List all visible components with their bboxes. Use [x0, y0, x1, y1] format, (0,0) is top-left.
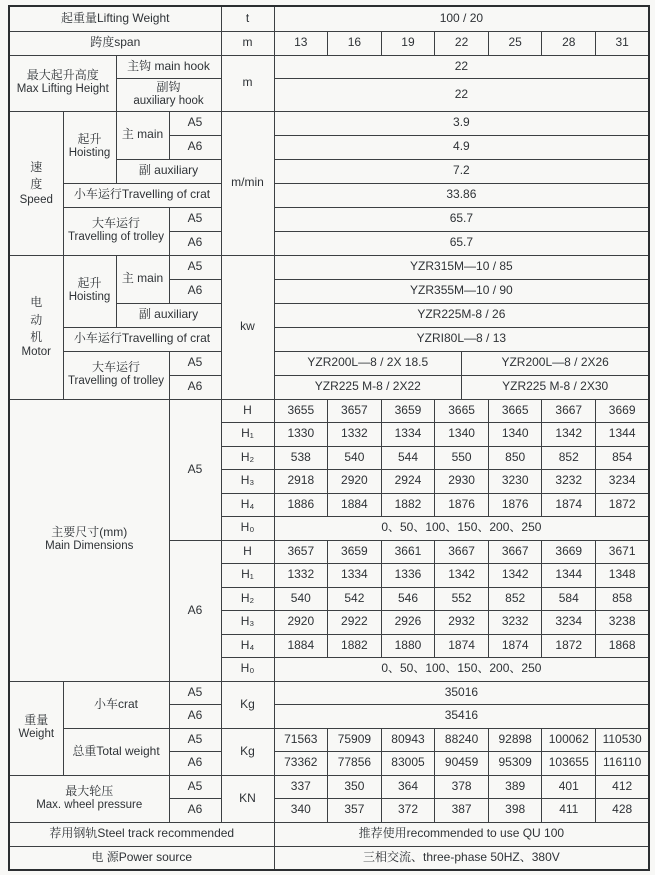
dim-row-label-H4: H₄ [221, 493, 274, 517]
dim-value: 1876 [435, 493, 489, 517]
dim-value: 2926 [381, 611, 435, 635]
weight-crat-a6-value: 35416 [274, 705, 649, 729]
dim-value: 3667 [488, 540, 542, 564]
speed-section-label [9, 111, 63, 255]
class-a5-label: A5 [169, 775, 221, 799]
dim-value: 1880 [381, 634, 435, 658]
dim-row-label-H3: H₃ [221, 470, 274, 494]
weight-crat-label: 小车crat [63, 681, 169, 728]
speed-hoisting-label-en: Hoisting [68, 147, 111, 160]
dim-value: 2930 [435, 470, 489, 494]
class-a5-label: A5 [169, 255, 221, 279]
dim-row-label-H0: H₀ [221, 517, 274, 541]
weight-value: 83005 [381, 752, 435, 776]
speed-label-cn: 速度 [30, 160, 43, 192]
speed-label-en: Speed [19, 193, 53, 206]
dim-value: 3238 [596, 611, 650, 635]
wheel-value: 357 [328, 799, 382, 823]
weight-crat-a5-value: 35016 [274, 681, 649, 705]
span-value: 25 [488, 31, 542, 55]
wheel-value: 340 [274, 799, 328, 823]
dim-value: 852 [542, 446, 596, 470]
motor-main-a5-value: YZR315M—10 / 85 [274, 255, 649, 279]
span-value: 31 [596, 31, 650, 55]
dim-value: 2918 [274, 470, 328, 494]
class-a6-label: A6 [169, 375, 221, 399]
steel-track-label: 荐用钢轨Steel track recommended [9, 822, 274, 846]
dim-value: 1334 [381, 423, 435, 447]
main-hook-label: 主钩 main hook [116, 55, 221, 78]
motor-crat-value: YZRI80L—8 / 13 [274, 327, 649, 351]
speed-trolley-a5-value: 65.7 [274, 207, 649, 231]
wheel-value: 372 [381, 799, 435, 823]
max-lifting-height-label [9, 55, 116, 111]
dim-value: 552 [435, 587, 489, 611]
dims-section-label [9, 399, 169, 681]
dim-value: 1340 [488, 423, 542, 447]
motor-section-label [9, 255, 63, 399]
wheel-value: 401 [542, 775, 596, 799]
weight-total-label: 总重Total weight [63, 728, 169, 775]
motor-trolley-a6-right-value: YZR225 M-8 / 2X30 [462, 375, 650, 399]
weight-value: 90459 [435, 752, 489, 776]
speed-trolley-label [63, 207, 169, 255]
speed-main-a5-value: 3.9 [274, 111, 649, 135]
wheel-value: 411 [542, 799, 596, 823]
dim-value: 1336 [381, 564, 435, 588]
dim-row-label-H3: H₃ [221, 611, 274, 635]
motor-trolley-label [63, 351, 169, 399]
main-hook-value: 22 [274, 55, 649, 78]
power-source-value: 三相交流、three-phase 50HZ、380V [274, 846, 649, 870]
weight-crat-unit: Kg [221, 681, 274, 728]
class-a5-label: A5 [169, 728, 221, 752]
speed-crat-value: 33.86 [274, 183, 649, 207]
dim-row-label-H1: H₁ [221, 423, 274, 447]
crane-specification-table [8, 5, 650, 871]
speed-main-label: 主 main [116, 111, 169, 159]
height-unit: m [221, 55, 274, 111]
dim-row-label-H: H [221, 540, 274, 564]
dim-value: 1334 [328, 564, 382, 588]
dim-value: 3669 [596, 399, 650, 423]
wheel-value: 350 [328, 775, 382, 799]
weight-value: 95309 [488, 752, 542, 776]
motor-aux-label: 副 auxiliary [116, 303, 221, 327]
class-a5-label: A5 [169, 207, 221, 231]
dim-value: 1344 [542, 564, 596, 588]
class-a5-label: A5 [169, 399, 221, 540]
speed-trolley-label-cn: 大车运行 [91, 216, 140, 231]
dim-row-label-H2: H₂ [221, 587, 274, 611]
class-a5-label: A5 [169, 681, 221, 705]
class-a6-label: A6 [169, 540, 221, 681]
motor-trolley-a6-left-value: YZR225 M-8 / 2X22 [274, 375, 462, 399]
dim-value: 1874 [435, 634, 489, 658]
weight-section-label [9, 681, 63, 775]
dim-value: 538 [274, 446, 328, 470]
dim-value: 3659 [328, 540, 382, 564]
dim-value: 584 [542, 587, 596, 611]
dim-value: 854 [596, 446, 650, 470]
weight-value: 77856 [328, 752, 382, 776]
power-source-label: 电 源Power source [9, 846, 274, 870]
weight-value: 75909 [328, 728, 382, 752]
dim-value: 3667 [435, 540, 489, 564]
class-a6-label: A6 [169, 799, 221, 823]
weight-value: 100062 [542, 728, 596, 752]
dim-value: 1882 [381, 493, 435, 517]
wheel-value: 412 [596, 775, 650, 799]
dim-value: 1342 [435, 564, 489, 588]
dim-row-label-H: H [221, 399, 274, 423]
class-a5-label: A5 [169, 351, 221, 375]
motor-trolley-a5-right-value: YZR200L—8 / 2X26 [462, 351, 650, 375]
weight-value: 88240 [435, 728, 489, 752]
motor-hoisting-label-en: Hoisting [68, 291, 111, 304]
motor-label-en: Motor [21, 346, 51, 359]
lifting-weight-value: 100 / 20 [274, 6, 649, 31]
dim-value: 1332 [274, 564, 328, 588]
wheel-pressure-unit: KN [221, 775, 274, 822]
dim-value: 1348 [596, 564, 650, 588]
dim-value: 1886 [274, 493, 328, 517]
dim-value: 852 [488, 587, 542, 611]
speed-hoisting-label-cn: 起升 [77, 132, 102, 147]
dim-value: 1874 [488, 634, 542, 658]
dim-value: 2920 [328, 470, 382, 494]
dim-value: 3665 [435, 399, 489, 423]
weight-value: 110530 [596, 728, 650, 752]
dim-value: 2924 [381, 470, 435, 494]
dim-value: 1342 [542, 423, 596, 447]
dim-value: 2922 [328, 611, 382, 635]
span-unit: m [221, 31, 274, 55]
span-value: 22 [435, 31, 489, 55]
motor-hoisting-label [63, 255, 116, 327]
dim-value: 3669 [542, 540, 596, 564]
dim-value: 850 [488, 446, 542, 470]
weight-value: 71563 [274, 728, 328, 752]
motor-unit: kw [221, 255, 274, 399]
dim-value: 546 [381, 587, 435, 611]
dim-value: 540 [328, 446, 382, 470]
weight-value: 73362 [274, 752, 328, 776]
span-value: 13 [274, 31, 328, 55]
class-a6-label: A6 [169, 705, 221, 729]
dim-value: 1884 [274, 634, 328, 658]
dim-value: 858 [596, 587, 650, 611]
wheel-pressure-label-cn: 最大轮压 [65, 783, 114, 798]
dim-value: 1330 [274, 423, 328, 447]
speed-trolley-a6-value: 65.7 [274, 231, 649, 255]
dim-h0-value: 0、50、100、150、200、250 [274, 658, 649, 682]
dim-value: 3655 [274, 399, 328, 423]
motor-trolley-label-cn: 大车运行 [91, 360, 140, 375]
wheel-value: 387 [435, 799, 489, 823]
aux-hook-label-en: auxiliary hook [133, 94, 204, 107]
motor-hoisting-label-cn: 起升 [77, 276, 102, 291]
aux-hook-label [116, 78, 221, 111]
dim-value: 2920 [274, 611, 328, 635]
dim-h0-value: 0、50、100、150、200、250 [274, 517, 649, 541]
motor-main-label: 主 main [116, 255, 169, 303]
speed-aux-value: 7.2 [274, 159, 649, 183]
dim-value: 1868 [596, 634, 650, 658]
dim-row-label-H4: H₄ [221, 634, 274, 658]
motor-crat-label: 小车运行Travelling of crat [63, 327, 221, 351]
dim-value: 544 [381, 446, 435, 470]
max-lifting-height-label-en: Max Lifting Height [16, 83, 109, 96]
span-value: 28 [542, 31, 596, 55]
wheel-value: 378 [435, 775, 489, 799]
speed-main-a6-value: 4.9 [274, 135, 649, 159]
aux-hook-value: 22 [274, 78, 649, 111]
dim-value: 550 [435, 446, 489, 470]
motor-trolley-label-en: Travelling of trolley [67, 375, 165, 388]
dim-value: 1872 [542, 634, 596, 658]
dims-label-en: Main Dimensions [45, 540, 134, 553]
dim-value: 540 [274, 587, 328, 611]
dim-value: 3659 [381, 399, 435, 423]
wheel-value: 337 [274, 775, 328, 799]
max-lifting-height-label-cn: 最大起升高度 [26, 68, 99, 83]
dim-value: 1884 [328, 493, 382, 517]
dim-value: 3667 [542, 399, 596, 423]
dim-value: 1342 [488, 564, 542, 588]
class-a6-label: A6 [169, 231, 221, 255]
dim-row-label-H2: H₂ [221, 446, 274, 470]
wheel-value: 389 [488, 775, 542, 799]
wheel-value: 398 [488, 799, 542, 823]
motor-label-cn: 电动机 [30, 295, 43, 345]
motor-aux-value: YZR225M-8 / 26 [274, 303, 649, 327]
aux-hook-label-cn: 副钩 [156, 79, 181, 94]
motor-main-a6-value: YZR355M—10 / 90 [274, 279, 649, 303]
weight-label-en: Weight [18, 728, 55, 741]
dim-value: 1876 [488, 493, 542, 517]
dim-value: 3234 [542, 611, 596, 635]
wheel-value: 428 [596, 799, 650, 823]
class-a6-label: A6 [169, 752, 221, 776]
wheel-pressure-label-en: Max. wheel pressure [36, 798, 143, 811]
dim-value: 1340 [435, 423, 489, 447]
class-a6-label: A6 [169, 279, 221, 303]
speed-crat-label: 小车运行Travelling of crat [63, 183, 221, 207]
class-a5-label: A5 [169, 111, 221, 135]
weight-value: 80943 [381, 728, 435, 752]
span-value: 19 [381, 31, 435, 55]
wheel-value: 364 [381, 775, 435, 799]
dim-value: 3232 [542, 470, 596, 494]
dim-value: 1874 [542, 493, 596, 517]
dim-value: 3671 [596, 540, 650, 564]
dim-value: 2932 [435, 611, 489, 635]
dim-value: 3232 [488, 611, 542, 635]
dim-value: 3657 [328, 399, 382, 423]
dim-row-label-H0: H₀ [221, 658, 274, 682]
dim-value: 1332 [328, 423, 382, 447]
lifting-weight-label: 起重量Lifting Weight [9, 6, 221, 31]
weight-value: 92898 [488, 728, 542, 752]
dim-row-label-H1: H₁ [221, 564, 274, 588]
speed-unit: m/min [221, 111, 274, 255]
weight-label-cn: 重量 [24, 713, 49, 728]
speed-trolley-label-en: Travelling of trolley [67, 231, 165, 244]
dim-value: 3230 [488, 470, 542, 494]
span-label: 跨度span [9, 31, 221, 55]
weight-value: 103655 [542, 752, 596, 776]
dim-value: 1882 [328, 634, 382, 658]
wheel-pressure-label [9, 775, 169, 822]
dim-value: 3657 [274, 540, 328, 564]
dim-value: 3661 [381, 540, 435, 564]
dim-value: 1344 [596, 423, 650, 447]
dim-value: 1872 [596, 493, 650, 517]
speed-aux-label: 副 auxiliary [116, 159, 221, 183]
class-a6-label: A6 [169, 135, 221, 159]
span-value: 16 [328, 31, 382, 55]
dim-value: 542 [328, 587, 382, 611]
steel-track-value: 推荐使用recommended to use QU 100 [274, 822, 649, 846]
motor-trolley-a5-left-value: YZR200L—8 / 2X 18.5 [274, 351, 462, 375]
dims-label-cn: 主要尺寸(mm) [51, 525, 128, 540]
speed-hoisting-label [63, 111, 116, 183]
weight-value: 116110 [596, 752, 650, 776]
lifting-weight-unit: t [221, 6, 274, 31]
weight-total-unit: Kg [221, 728, 274, 775]
dim-value: 3234 [596, 470, 650, 494]
dim-value: 3665 [488, 399, 542, 423]
